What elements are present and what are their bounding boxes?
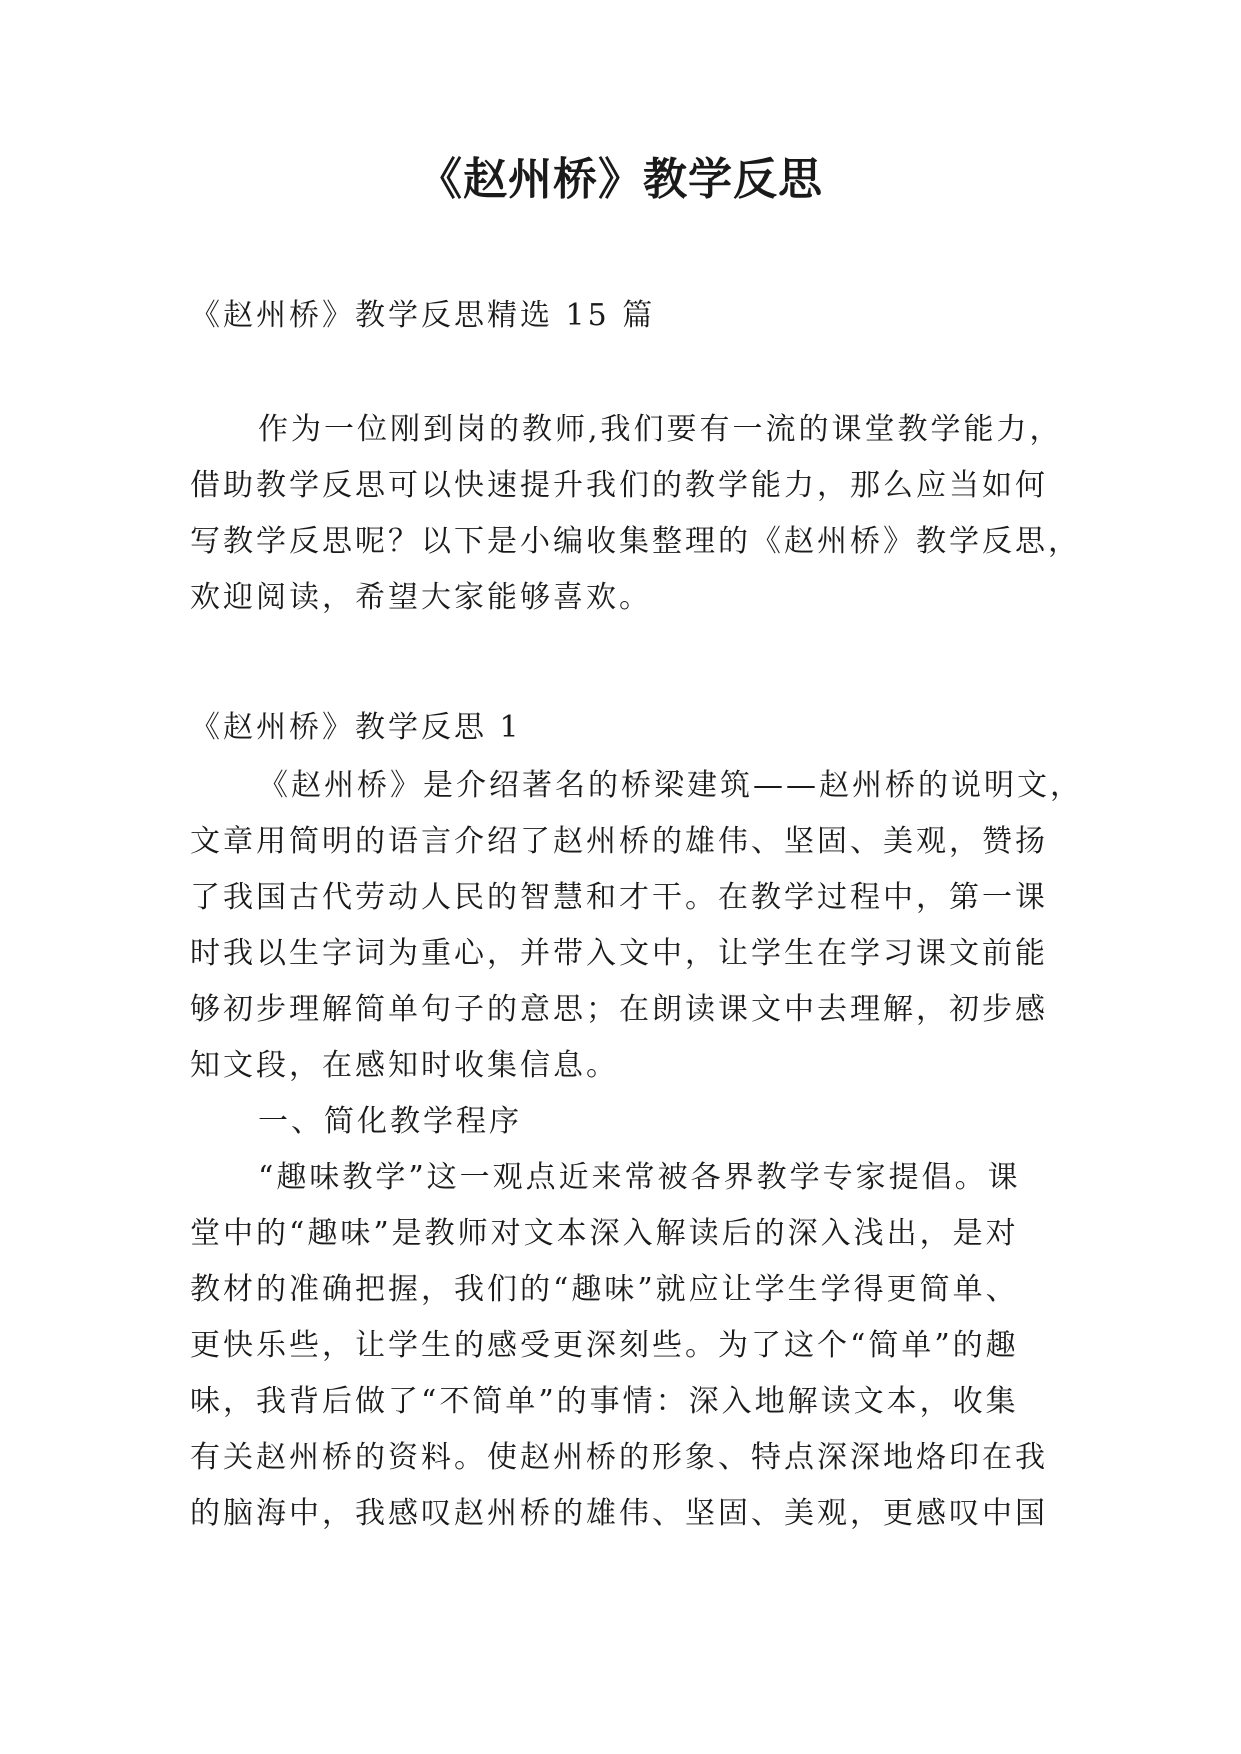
paragraph-line: 的脑海中，我感叹赵州桥的雄伟、坚固、美观，更感叹中国 [190,1496,1048,1531]
intro-paragraph [190,402,1081,626]
paragraph-line: 够初步理解简单句子的意思；在朗读课文中去理解，初步感 [190,992,1048,1027]
document-subtitle: 《赵州桥》教学反思精选 15 篇 [190,298,656,333]
paragraph-line: 有关赵州桥的资料。使赵州桥的形象、特点深深地烙印在我 [190,1440,1048,1475]
intro-line: 欢迎阅读，希望大家能够喜欢。 [190,580,652,615]
paragraph-line: 了我国古代劳动人民的智慧和才干。在教学过程中，第一课 [190,880,1048,915]
intro-line: 写教学反思呢？以下是小编收集整理的《赵州桥》教学反思， [190,524,1081,559]
paragraph-2 [190,1150,1060,1542]
document-title: 《赵州桥》教学反思 [418,154,823,205]
item-heading [190,1094,1060,1150]
paragraph-line: 更快乐些，让学生的感受更深刻些。为了这个“简单”的趣 [190,1328,1019,1363]
paragraph-line: 《赵州桥》是介绍著名的桥梁建筑——赵州桥的说明文， [258,768,1083,803]
paragraph-line: 知文段，在感知时收集信息。 [190,1048,619,1083]
paragraph-line: 堂中的“趣味”是教师对文本深入解读后的深入浅出，是对 [190,1216,1019,1251]
paragraph-line: “趣味教学”这一观点近来常被各界教学专家提倡。课 [258,1160,1021,1195]
paragraph-line: 文章用简明的语言介绍了赵州桥的雄伟、坚固、美观，赞扬 [190,824,1048,859]
item-heading-text: 一、简化教学程序 [258,1104,522,1139]
section-heading: 《赵州桥》教学反思 1 [190,710,522,745]
intro-line: 借助教学反思可以快速提升我们的教学能力，那么应当如何 [190,468,1048,503]
paragraph-line: 味，我背后做了“不简单”的事情：深入地解读文本，收集 [190,1384,1019,1419]
paragraph-line: 时我以生字词为重心，并带入文中，让学生在学习课文前能 [190,936,1048,971]
paragraph-1 [190,758,1083,1094]
intro-line: 作为一位刚到岗的教师,我们要有一流的课堂教学能力， [258,412,1063,447]
paragraph-line: 教材的准确把握，我们的“趣味”就应让学生学得更简单、 [190,1272,1019,1307]
